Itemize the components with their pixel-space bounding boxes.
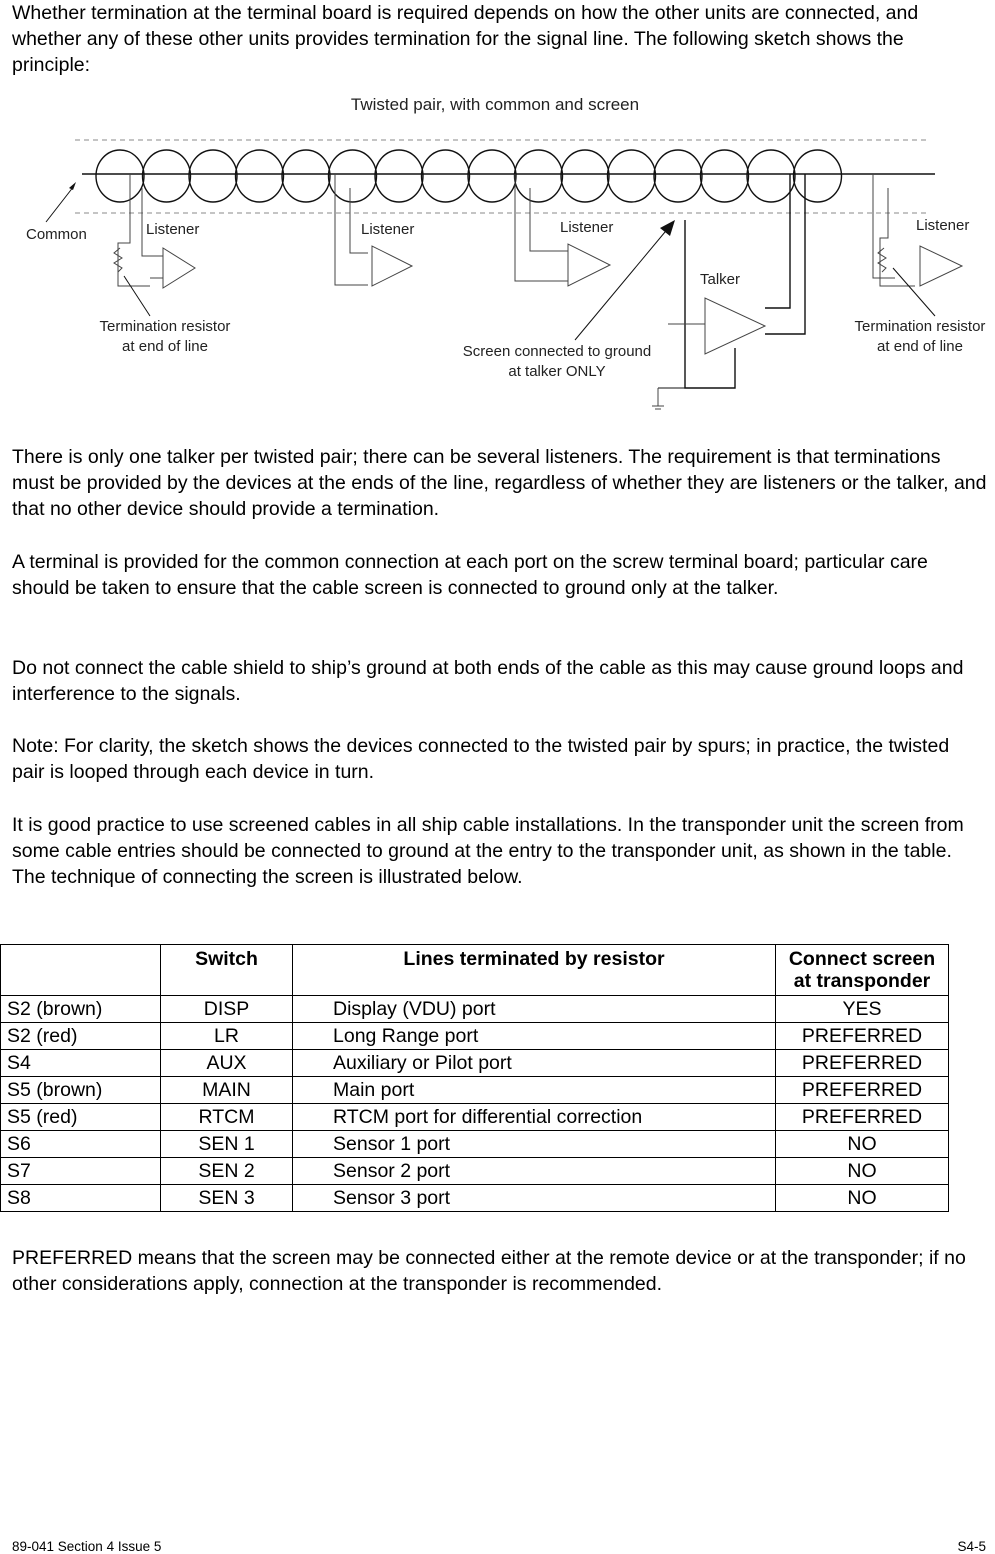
cell-connect: PREFERRED (776, 1050, 949, 1077)
table-body (1, 996, 949, 1212)
twist-loop (329, 150, 377, 202)
listener-label-4: Listener (916, 217, 970, 234)
screen-note-arrow (575, 226, 670, 340)
twist-loop (375, 150, 423, 202)
twist-loop (701, 150, 749, 202)
paragraph-screened-cables: It is good practice to use screened cables in all ship cable installations. In the transponder unit the screen from some cable entries should be connected to ground at the entry to the transponder unit, as shown in the table. The technique of connecting the screen is illustrated below. (12, 814, 964, 888)
paragraph-preferred: PREFERRED means that the screen may be connected either at the remote device or at the transponder; if no other considerations apply, connection at the transponder is recommended. (12, 1247, 966, 1295)
cell-switch: SEN 3 (161, 1185, 293, 1212)
paragraph-shield-warning: Do not connect the cable shield to ship’s ground at both ends of the cable as this may cause ground loops and interference to the signals. (12, 657, 964, 705)
cell-switch: SEN 1 (161, 1131, 293, 1158)
paragraph-note-clarity: Note: For clarity, the sketch shows the devices connected to the twisted pair by spurs; in practice, the twisted pair is looped through each device in turn. (12, 735, 950, 783)
cell-port: S2 (brown) (1, 996, 161, 1023)
cell-line: Auxiliary or Pilot port (293, 1050, 776, 1077)
cell-port: S5 (red) (1, 1104, 161, 1131)
table-row (1, 1023, 949, 1050)
paragraph-talker-listeners: There is only one talker per twisted pair; there can be several listeners. The requirement is that terminations must be provided by the devices at the ends of the line, regardless of whether they are listeners or the talker, and that no other device should provide a termination. (12, 446, 987, 520)
table-row (1, 1077, 949, 1104)
twist-loop (561, 150, 609, 202)
termination-left-line1: Termination resistor (99, 318, 231, 335)
twisted-pair-loops (96, 150, 842, 202)
intro-paragraph: Whether termination at the terminal board is required depends on how the other units are connected, and whether any of these other units provides termination for the signal line. The following sketch shows the principle: (12, 2, 919, 76)
cell-connect: NO (776, 1185, 949, 1212)
table-row (1, 1104, 949, 1131)
twist-loop (96, 150, 144, 202)
cell-port: S5 (brown) (1, 1077, 161, 1104)
cell-connect: PREFERRED (776, 1104, 949, 1131)
cell-port: S7 (1, 1158, 161, 1185)
cell-port: S2 (red) (1, 1023, 161, 1050)
twist-loop (515, 150, 563, 202)
termination-right-arrow (893, 268, 935, 316)
diagram-title: Twisted pair, with common and screen (350, 95, 640, 114)
footer-page-number: S4-5 (957, 1539, 986, 1554)
cell-connect: NO (776, 1131, 949, 1158)
cell-connect: NO (776, 1158, 949, 1185)
cell-connect: YES (776, 996, 949, 1023)
termination-right-line2: at end of line (877, 338, 963, 355)
cell-line: Long Range port (293, 1023, 776, 1050)
table-row (1, 1158, 949, 1185)
twist-loop (189, 150, 237, 202)
cell-port: S8 (1, 1185, 161, 1212)
screen-note-line1: Screen connected to ground (462, 343, 652, 360)
paragraph-common-terminal: A terminal is provided for the common connection at each port on the screw terminal board; particular care should be taken to ensure that the cable screen is connected to ground only at the talker. (12, 551, 928, 599)
common-arrowhead (69, 182, 76, 190)
cell-line: Display (VDU) port (293, 996, 776, 1023)
cell-line: Main port (293, 1077, 776, 1104)
cell-line: RTCM port for differential correction (293, 1104, 776, 1131)
twist-loop (654, 150, 702, 202)
header-connect-screen: Connect screen at transponder (776, 945, 949, 996)
cell-switch: LR (161, 1023, 293, 1050)
termination-left-arrow (124, 276, 150, 316)
cell-line: Sensor 1 port (293, 1131, 776, 1158)
twisted-pair-diagram (0, 88, 995, 428)
screen-note-arrowhead (660, 220, 675, 236)
listener-label-1: Listener (146, 221, 200, 238)
table-row (1, 1050, 949, 1077)
common-arrow (46, 186, 74, 222)
header-blank (1, 945, 161, 996)
cell-connect: PREFERRED (776, 1077, 949, 1104)
cell-port: S4 (1, 1050, 161, 1077)
table-row (1, 1185, 949, 1212)
talker-label: Talker (700, 271, 741, 288)
termination-right-line1: Termination resistor (854, 318, 986, 335)
cell-switch: DISP (161, 996, 293, 1023)
common-label: Common (26, 226, 87, 243)
termination-left-line2: at end of line (122, 338, 208, 355)
listener-2 (335, 174, 414, 286)
cell-connect: PREFERRED (776, 1023, 949, 1050)
twist-loop (608, 150, 656, 202)
table-row (1, 1131, 949, 1158)
switch-table (0, 944, 949, 1212)
cell-switch: SEN 2 (161, 1158, 293, 1185)
header-switch: Switch (161, 945, 293, 996)
listener-label-3: Listener (560, 219, 614, 236)
cell-switch: MAIN (161, 1077, 293, 1104)
twist-loop (422, 150, 470, 202)
twist-loop (236, 150, 284, 202)
cell-switch: AUX (161, 1050, 293, 1077)
twist-loop (794, 150, 842, 202)
cell-port: S6 (1, 1131, 161, 1158)
twist-loop (282, 150, 330, 202)
cell-switch: RTCM (161, 1104, 293, 1131)
table-row (1, 996, 949, 1023)
cell-line: Sensor 3 port (293, 1185, 776, 1212)
footer-document-id: 89-041 Section 4 Issue 5 (12, 1539, 162, 1554)
listener-label-2: Listener (361, 221, 415, 238)
header-lines: Lines terminated by resistor (293, 945, 776, 996)
listener-3 (515, 174, 613, 286)
twist-loop (747, 150, 795, 202)
listener-4 (873, 174, 969, 286)
twist-loop (468, 150, 516, 202)
screen-note-line2: at talker ONLY (508, 363, 606, 380)
cell-line: Sensor 2 port (293, 1158, 776, 1185)
twist-loop (143, 150, 191, 202)
talker (652, 174, 805, 409)
table-header-row (1, 945, 949, 996)
